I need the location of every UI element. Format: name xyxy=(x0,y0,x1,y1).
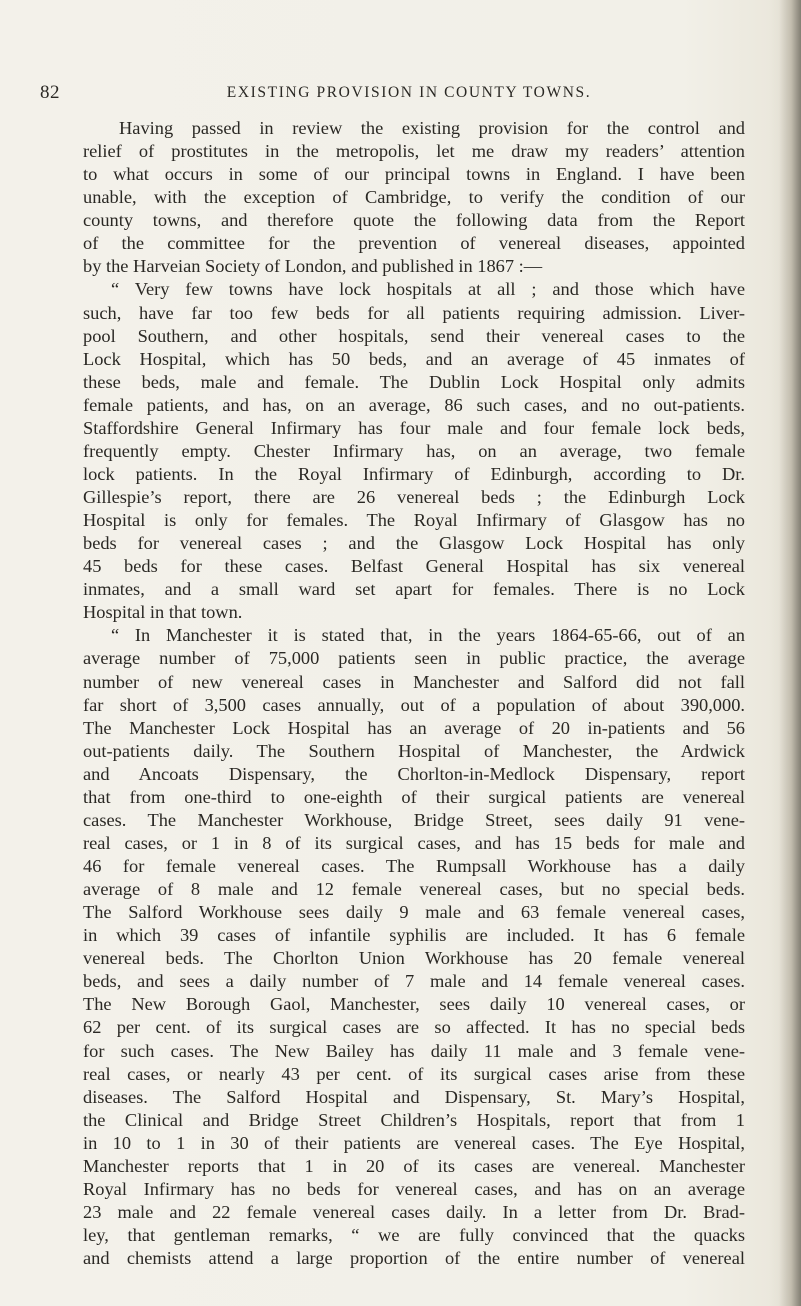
text-line: Manchester reports that 1 in 20 of its cases are venereal. Manchester xyxy=(83,1155,745,1176)
text-line: Hospital in that town. xyxy=(83,602,243,623)
text-line: female patients, and has, on an average, 86 such cases, and no out-patients. xyxy=(83,394,745,415)
text-line: of the committee for the prevention of venereal diseases, appointed xyxy=(83,233,745,254)
text-line: unable, with the exception of Cambridge, to verify the condition of our xyxy=(83,187,745,208)
page-header xyxy=(40,82,760,110)
text-line: in which 39 cases of infantile syphilis are included. It has 6 female xyxy=(83,925,745,946)
text-line: Royal Infirmary has no beds for venereal cases, and has on an average xyxy=(83,1178,745,1199)
text-line: relief of prostitutes in the metropolis, let me draw my readers’ attention xyxy=(83,141,745,162)
text-line: The Salford Workhouse sees daily 9 male and 63 female venereal cases, xyxy=(83,902,745,923)
text-line: 62 per cent. of its surgical cases are so affected. It has no special beds xyxy=(83,1017,745,1038)
text-line: such, have far too few beds for all patients requiring admission. Liver- xyxy=(83,302,745,323)
text-line: inmates, and a small ward set apart for females. There is no Lock xyxy=(83,579,745,600)
text-line: to what occurs in some of our principal towns in England. I have been xyxy=(83,164,745,185)
text-line: The New Borough Gaol, Manchester, sees daily 10 venereal cases, or xyxy=(83,994,745,1015)
text-line: diseases. The Salford Hospital and Dispensary, St. Mary’s Hospital, xyxy=(83,1086,745,1107)
text-line: for such cases. The New Bailey has daily 11 male and 3 female vene- xyxy=(83,1040,745,1061)
text-line: Gillespie’s report, there are 26 venereal beds ; the Edinburgh Lock xyxy=(83,487,745,507)
text-line: by the Harveian Society of London, and published in 1867 :— xyxy=(83,256,543,277)
text-line: pool Southern, and other hospitals, send their venereal cases to the xyxy=(83,325,745,346)
text-line: these beds, male and female. The Dublin Lock Hospital only admits xyxy=(83,371,745,392)
text-line: real cases, or 1 in 8 of its surgical cases, and has 15 beds for male and xyxy=(83,832,745,853)
text-line: lock patients. In the Royal Infirmary of Edinburgh, according to Dr. xyxy=(83,463,745,484)
text-line: venereal beds. The Chorlton Union Workhouse has 20 female venereal xyxy=(83,948,745,969)
text-line: ley, that gentleman remarks, “ we are fully convinced that the quacks xyxy=(83,1225,745,1245)
text-line: average of 8 male and 12 female venereal cases, but no special beds. xyxy=(83,879,745,900)
text-line: Having passed in review the existing provision for the control and xyxy=(119,118,745,138)
running-title: EXISTING PROVISION IN COUNTY TOWNS. xyxy=(226,84,592,101)
body-text xyxy=(83,117,745,1270)
text-line: the Clinical and Bridge Street Children’s Hospitals, report that from 1 xyxy=(83,1109,745,1130)
text-line: that from one-third to one-eighth of their surgical patients are venereal xyxy=(83,786,745,807)
text-line: far short of 3,500 cases annually, out of a population of about 390,000. xyxy=(83,694,745,715)
text-line: beds, and sees a daily number of 7 male and 14 female venereal cases. xyxy=(83,971,745,992)
text-line: beds for venereal cases ; and the Glasgow Lock Hospital has only xyxy=(83,533,745,554)
text-line: 23 male and 22 female venereal cases daily. In a letter from Dr. Brad- xyxy=(83,1201,745,1222)
text-line: “ Very few towns have lock hospitals at all ; and those which have xyxy=(111,279,745,300)
text-line: and Ancoats Dispensary, the Chorlton-in-Medlock Dispensary, report xyxy=(83,763,745,784)
text-line: real cases, or nearly 43 per cent. of its surgical cases arise from these xyxy=(83,1063,745,1084)
text-line: Lock Hospital, which has 50 beds, and an average of 45 inmates of xyxy=(83,348,745,369)
text-line: Hospital is only for females. The Royal Infirmary of Glasgow has no xyxy=(83,510,745,531)
page-edge-shadow xyxy=(779,0,801,1306)
text-line: out-patients daily. The Southern Hospital of Manchester, the Ardwick xyxy=(83,740,745,761)
text-line: frequently empty. Chester Infirmary has, on an average, two female xyxy=(83,440,745,461)
text-line: number of new venereal cases in Manchester and Salford did not fall xyxy=(83,671,745,692)
text-line: “ In Manchester it is stated that, in the years 1864-65-66, out of an xyxy=(111,625,745,646)
text-line: The Manchester Lock Hospital has an average of 20 in-patients and 56 xyxy=(83,717,745,738)
text-line: average number of 75,000 patients seen in public practice, the average xyxy=(83,648,745,669)
page-number: 82 xyxy=(40,82,60,103)
text-line: in 10 to 1 in 30 of their patients are venereal cases. The Eye Hospital, xyxy=(83,1132,745,1153)
text-line: cases. The Manchester Workhouse, Bridge Street, sees daily 91 vene- xyxy=(83,809,745,830)
text-line: 46 for female venereal cases. The Rumpsall Workhouse has a daily xyxy=(83,856,745,876)
text-line: and chemists attend a large proportion of the entire number of venereal xyxy=(83,1248,745,1269)
text-line: 45 beds for these cases. Belfast General Hospital has six venereal xyxy=(83,556,745,577)
text-line: county towns, and therefore quote the following data from the Report xyxy=(83,210,745,231)
text-line: Staffordshire General Infirmary has four male and four female lock beds, xyxy=(83,417,745,438)
